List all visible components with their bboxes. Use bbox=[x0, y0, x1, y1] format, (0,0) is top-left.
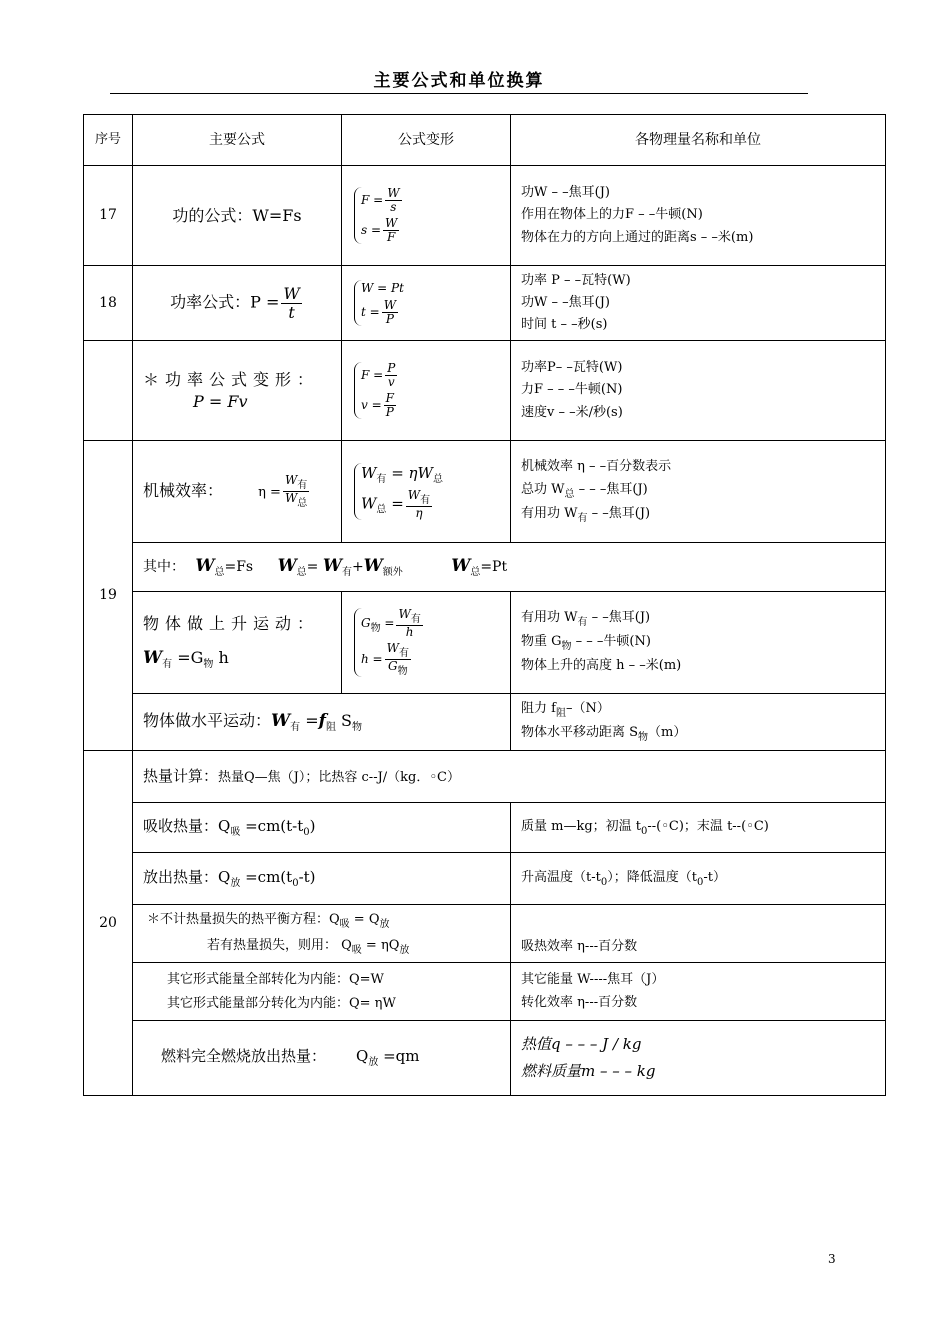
heat-release-units: 升高温度$(t-t_0)$；降低温度$(t_0-t)$ bbox=[511, 853, 886, 905]
horizontal-motion-formula: 物体做水平运动：$W_有 =f_阻$ $S_物$ bbox=[133, 694, 511, 751]
heat-calc: 热量计算：热量Q—焦（J）；比热容 c--J/（kg．◦C） bbox=[133, 751, 886, 803]
vertical-motion-units: 有用功 $W_有$ – –焦耳(J) 物重 $G_物$ – – –牛顿(N) 物体上升的高度 h – –米(m) bbox=[511, 592, 886, 694]
internal-energy-formula: 其它形式能量全部转化为内能：Q=W 其它形式能量部分转化为内能：Q= ηW bbox=[133, 963, 511, 1021]
heat-absorb-units: 质量 m—kg；初温 $t_0--(◦C)$；末温 t--(◦C) bbox=[511, 803, 886, 853]
table-row bbox=[84, 853, 886, 905]
col-header-variant: 公式变形 bbox=[342, 115, 511, 166]
power-formula-variants: W = Pt t = $\frac{W}{P}$ bbox=[342, 266, 511, 341]
col-header-units: 各物理量名称和单位 bbox=[511, 115, 886, 166]
heat-absorb-formula: 吸收热量：$Q_吸 =cm(t-t_0)$ bbox=[133, 803, 511, 853]
table-row bbox=[84, 751, 886, 803]
header-rule bbox=[110, 93, 808, 94]
fuel-combustion-formula: 燃料完全燃烧放出热量： $Q_放 =qm$ bbox=[133, 1021, 511, 1096]
internal-energy-units: 其它能量 W----焦耳（J） 转化效率 η---百分数 bbox=[511, 963, 886, 1021]
work-relations: 其中： $W_总=Fs$ $W_总= W_有+W_{额外}$ $W_总=Pt$ bbox=[133, 543, 886, 592]
row-number: 20 bbox=[84, 751, 133, 1096]
formula-table bbox=[83, 114, 886, 1096]
efficiency-variants: $W_有 = \eta W_总$ $W_总$ = $\frac{W_有}{\eta}$ bbox=[342, 441, 511, 543]
col-header-formula: 主要公式 bbox=[133, 115, 342, 166]
power-variant-forms: F = $\frac{P}{v}$ v = $\frac{F}{P}$ bbox=[342, 341, 511, 441]
table-row bbox=[84, 1021, 886, 1096]
heat-balance-formula: ＊不计热量损失的热平衡方程：$Q_吸 = Q_放$ 若有热量损失，则用： $Q_吸 = \eta Q_放$ bbox=[133, 905, 511, 963]
row-number-empty bbox=[84, 341, 133, 441]
heat-release-formula: 放出热量：$Q_放 =cm(t_0-t)$ bbox=[133, 853, 511, 905]
efficiency-units: 机械效率 η – –百分数表示 总功 $W_总$ – – –焦耳(J) 有用功 $W_有$ – –焦耳(J) bbox=[511, 441, 886, 543]
power-units: 功率 P – –瓦特(W) 功W – –焦耳(J) 时间 t – –秒(s) bbox=[511, 266, 886, 341]
page-header-title: 主要公式和单位换算 bbox=[373, 71, 545, 91]
vertical-motion-formula: 物体做上升运动： $W_有 =G_物$ h bbox=[133, 592, 342, 694]
table-header-row bbox=[84, 115, 886, 166]
table-row bbox=[84, 543, 886, 592]
table-row bbox=[84, 905, 886, 963]
work-units: 功W – –焦耳(J) 作用在物体上的力F – –牛顿(N) 物体在力的方向上通过的距离s – –米(m) bbox=[511, 166, 886, 266]
table-row bbox=[84, 963, 886, 1021]
table-row bbox=[84, 266, 886, 341]
col-header-number: 序号 bbox=[84, 115, 133, 166]
work-formula: 功的公式：W=Fs bbox=[133, 166, 342, 266]
power-variant-units: 功率P– –瓦特(W) 力F – – –牛顿(N) 速度v – –米/秒(s) bbox=[511, 341, 886, 441]
page-number: 3 bbox=[828, 1252, 836, 1266]
table-row bbox=[84, 166, 886, 266]
table-row bbox=[84, 694, 886, 751]
table-row bbox=[84, 592, 886, 694]
power-formula: 功率公式：P = $\frac{W}{t}$ bbox=[133, 266, 342, 341]
work-formula-variants: F = $\frac{W}{s}$ s = $\frac{W}{F}$ bbox=[342, 166, 511, 266]
fuel-combustion-units: 热值q – – – J / kg 燃料质量m – – – kg bbox=[511, 1021, 886, 1096]
vertical-motion-variants: $G_物$ = $\frac{W_有}{h}$ h = $\frac{W_有}{G_物}$ bbox=[342, 592, 511, 694]
table-row bbox=[84, 441, 886, 543]
row-number: 17 bbox=[84, 166, 133, 266]
table-row bbox=[84, 803, 886, 853]
table-row bbox=[84, 341, 886, 441]
row-number: 18 bbox=[84, 266, 133, 341]
power-variant-formula: ＊功率公式变形： P = Fv bbox=[133, 341, 342, 441]
efficiency-formula: 机械效率： η = $\frac{W_有}{W_总}$ bbox=[133, 441, 342, 543]
row-number: 19 bbox=[84, 441, 133, 751]
heat-balance-units: 吸热效率 η---百分数 bbox=[511, 905, 886, 963]
horizontal-motion-units: 阻力 $f_阻-(N)$ 物体水平移动距离 $S_物(m)$ bbox=[511, 694, 886, 751]
